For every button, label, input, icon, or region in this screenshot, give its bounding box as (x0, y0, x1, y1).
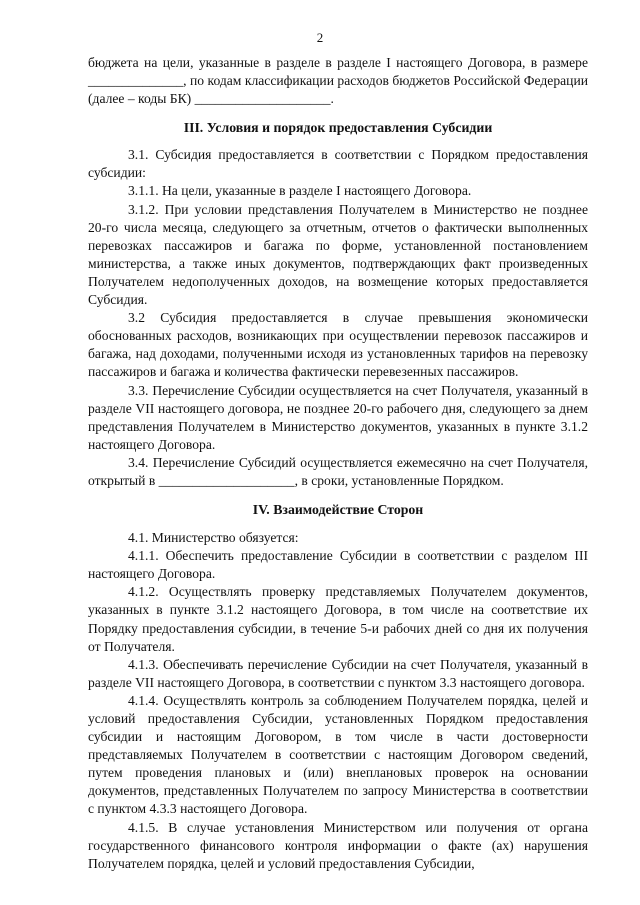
section-3-title: III. Условия и порядок предоставления Субсидии (183, 120, 493, 136)
clause-3-1: 3.1. Субсидия предоставляется в соответствии с Порядком предоставления субсидии: (88, 147, 588, 181)
clause-4-1: 4.1. Министерство обязуется: (128, 530, 299, 546)
clause-4-1-2: 4.1.2. Осуществлять проверку представляемых Получателем документов, указанных в пункте 3.1.2 настоящего Договора, в том числе на соответствие их Порядку предоставления субсидии, в течение 5-и рабочих дней со дня их получения от Получателя. (88, 584, 588, 654)
clause-4-1-3: 4.1.3. Обеспечивать перечисление Субсидии на счет Получателя, указанный в разделе VII настоящего Договора, в соответствии с пунктом 3.3 настоящего договора. (88, 656, 588, 690)
page-number: 2 (316, 30, 324, 45)
intro-paragraph: бюджета на цели, указанные в разделе в разделе I настоящего Договора, в размере ______________, по кодам классификации расходов бюджетов Российской Федерации (далее – коды БК) ____________________. (88, 55, 588, 107)
clause-3-1-2: 3.1.2. При условии представления Получателем в Министерство не позднее 20-го числа месяца, следующего за отчетным, отчетов о фактически выполненных перевозках пассажиров и багажа по форме, установленной постановлением министерства, а также иных документов, подтверждающих факт произведенных Получателем недополученных доходов, на возмещение которых предоставляется Субсидия. (88, 201, 588, 308)
clause-3-3: 3.3. Перечисление Субсидии осуществляется на счет Получателя, указанный в разделе VII настоящего договора, не позднее 20-го рабочего дня, следующего за днем представления Получателем в Министерство документов, указанных в пункте 3.1.2 настоящего Договора. (88, 382, 588, 452)
clause-3-2: 3.2 Субсидия предоставляется в случае превышения экономически обоснованных расходов, возникающих при осуществлении перевозок пассажиров и багажа, над доходами, полученными исходя из установленных тарифов на перевозку пассажиров и багажа и количества фактически перевезенных пассажиров. (88, 310, 588, 380)
clause-3-1-1: 3.1.1. На цели, указанные в разделе I настоящего Договора. (128, 183, 472, 199)
document-body (88, 54, 588, 873)
clause-4-1-4: 4.1.4. Осуществлять контроль за соблюдением Получателем порядка, целей и условий предоставления Субсидии, установленных Порядком предоставления субсидии и настоящим Договором, в том числе в части достоверности представляемых Получателем в соответствии с настоящим Договором сведений, путем проведения плановых и (или) внеплановых проверок на основании документов, представленных Получателем по запросу Министерства в соответствии с пунктом 4.3.3 настоящего Договора. (88, 692, 588, 817)
clause-4-1-1: 4.1.1. Обеспечить предоставление Субсидии в соответствии с разделом III настоящего Договора. (88, 548, 588, 582)
clause-3-4: 3.4. Перечисление Субсидий осуществляется ежемесячно на счет Получателя, открытый в ____________________, в сроки, установленные Порядком. (88, 454, 588, 488)
clause-4-1-5: 4.1.5. В случае установления Министерством или получения от органа государственного финансового контроля информации о факте (ах) нарушения Получателем порядка, целей и условий предоставления Субсидии, (88, 819, 588, 871)
section-4-title: IV. Взаимодействие Сторон (252, 502, 424, 518)
